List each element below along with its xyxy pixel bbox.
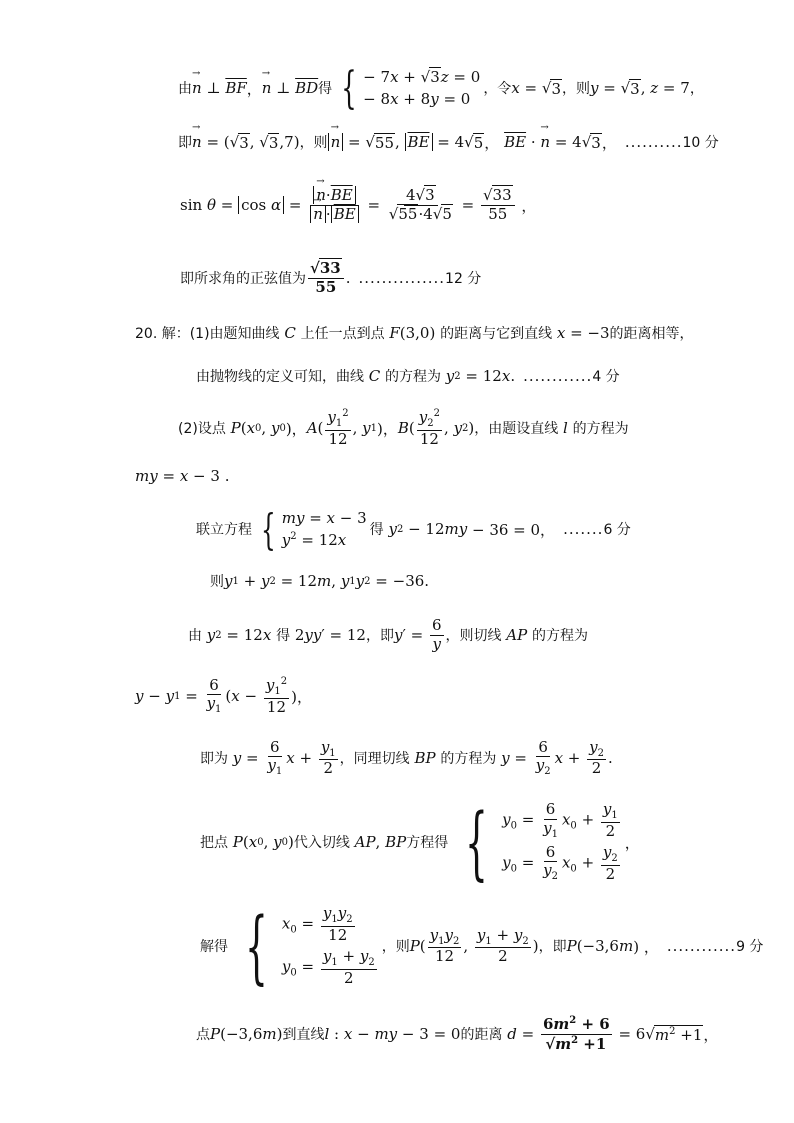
- q20-parabola: 由抛物线的定义可知，曲线 C 的方程为 y 2 = 12 x . ............ 4 分: [196, 367, 620, 385]
- eq-line-distance: 点 P (−3,6 m ) 到直线 l : x − my − 3 = 0 的距离 d = $\frac{6m^2 + 6}{√m^2 +1}$ = 6√ $m^2 +1$ ，: [196, 1015, 719, 1053]
- text-cond: 得: [318, 81, 333, 97]
- eq-line-derivative: 由 y 2 = 12 x 得 2 yy ′ = 12 ，即 y ′ = $\frac{6}{y}$ ，则切线 AP 的方程为: [188, 616, 588, 653]
- eq-line-combine: 联立方程 { my = x − 3 $y^2 = 12x$ 得 y 2 − 12 my − 36 = 0， ....... 6 分: [196, 504, 631, 554]
- system-brace: { $y_0$ = $\frac{6}{y_1}$ $x_0$ + $\frac{y_1}{2}$ $y_0$ = $\frac{6}{y_2}$ $x_0$ + $\frac{y_2}{2}$: [465, 795, 618, 889]
- eq-line-my: my = x − 3 .: [135, 467, 230, 485]
- eq-line-tangent-ap: y − y 1 = $\frac{6}{y_1}$ ( x − $\frac{y_1^2}{12}$ )，: [135, 675, 312, 716]
- system-brace: { − 7x + √3z = 0 − 8x + 8y = 0: [341, 62, 481, 114]
- eq-line-answer-sine: 即所求角的正弦值为 $\frac{√33}{55}$ . ............... 12 分: [180, 259, 482, 296]
- score-10: 10 分: [682, 135, 719, 151]
- q20-intro: 20. 解： (1)由题知曲线 C 上任一点到点 F (3,0) 的距离与它到直线 x = −3 的距离相等，: [135, 324, 694, 342]
- eq-line-tangent-forms: 即为 y = $\frac{6}{y_1}$ x + $\frac{y_1}{2}$ ，同理切线 BP 的方程为 y = $\frac{6}{y_2}$ x + $\frac{y_2}{2}$ .: [200, 737, 613, 778]
- eq-line-normal-vector: 即 → n = (√ 3 , √ 3 ,7) ，则 → n = √ 55 , $\overline{BE}$ = 4√ 5 ， $\overline{BE}$ · → n = 4√ 3 ， .......... 10 分: [178, 128, 719, 156]
- system-brace: { $x_0$ = $\frac{y_1y_2}{12}$ $y_0$ = $\frac{y_1 + y_2}{2}$: [244, 899, 375, 993]
- eq-line-normal-system: 由 → n ⊥ $\overline{BF}$ ， → n ⊥ $\overline{BD}$ 得 { − 7x + √3z = 0 − 8x + 8y = 0 ，令 x = √ 3 ，则 y = √ 3 , z = 7 ，: [178, 60, 704, 116]
- score-12: 12 分: [445, 271, 482, 287]
- eq-line-vieta: 则 y 1 + y 2 = 12 m , y 1 y 2 = −36.: [210, 572, 430, 590]
- eq-line-solve: 解得 { $x_0$ = $\frac{y_1y_2}{12}$ $y_0$ = $\frac{y_1 + y_2}{2}$ ，则 P ( $\frac{y_1y_2}{12}$ , $\frac{y_1 + y_2}{2}$ ) ，即 P (−3,6 m ) ， ............ 9 分: [200, 899, 764, 993]
- score-4: 4 分: [592, 369, 620, 385]
- score-9: 9 分: [736, 939, 764, 955]
- system-brace: { my = x − 3 $y^2 = 12x$: [261, 504, 367, 554]
- text-prefix: 由: [178, 81, 192, 97]
- score-6: 6 分: [603, 522, 631, 538]
- eq-line-sine: sin θ = cos α = → $n\cdot\overline{BE}$ → $n \cdot \overline{BE}$ = $\frac{4√3}{√55\cdot 4√5}$ = $\frac{√33}{55}$ ，: [180, 176, 536, 234]
- q20-points: (2)设点 P ( x 0 , y 0 )， A ( $\frac{y_1^2}{12}$ , y 1 )， B ( $\frac{y_2^2}{12}$ , y 2 ) ，由题设直线 l 的方程为: [178, 408, 629, 448]
- eq-line-substitute: 把点 P ( x 0 , y 0 ) 代入切线 AP , BP 方程得 { $y_0$ = $\frac{6}{y_1}$ $x_0$ + $\frac{y_1}{2}$ $y_0$ = $\frac{6}{y_2}$ $x_0$ + $\frac{y_2}{2}$ ，: [200, 795, 640, 889]
